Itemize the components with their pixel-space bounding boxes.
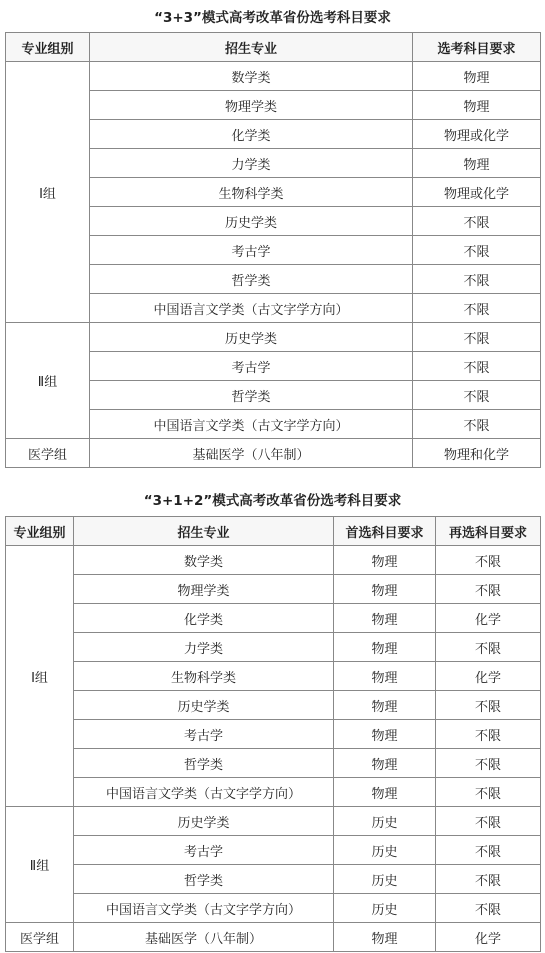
requirement-cell: 物理	[334, 546, 436, 575]
major-cell: 哲学类	[74, 749, 334, 778]
column-header: 专业组别	[6, 517, 74, 546]
requirement-cell: 不限	[413, 410, 541, 439]
table-row	[6, 778, 541, 807]
major-cell: 化学类	[90, 120, 413, 149]
table2-caption: “3+1+2”模式高考改革省份选考科目要求	[143, 493, 402, 509]
requirement-cell: 不限	[413, 294, 541, 323]
column-header: 选考科目要求	[413, 33, 541, 62]
major-cell: 中国语言文学类（古文字学方向）	[74, 778, 334, 807]
requirement-cell: 不限	[413, 207, 541, 236]
requirement-cell: 不限	[413, 265, 541, 294]
major-cell: 物理学类	[90, 91, 413, 120]
group-cell: Ⅰ组	[6, 546, 74, 807]
table2-body	[6, 546, 541, 952]
table2-header-row	[6, 517, 541, 546]
requirement-cell: 不限	[413, 323, 541, 352]
table-row	[6, 807, 541, 836]
major-cell: 数学类	[74, 546, 334, 575]
group-cell: Ⅱ组	[6, 323, 90, 439]
requirement-cell: 物理	[334, 691, 436, 720]
major-cell: 历史学类	[90, 207, 413, 236]
major-cell: 基础医学（八年制）	[90, 439, 413, 468]
group-cell: 医学组	[6, 439, 90, 468]
major-cell: 中国语言文学类（古文字学方向）	[74, 894, 334, 923]
major-cell: 生物科学类	[90, 178, 413, 207]
requirement-cell: 物理	[334, 575, 436, 604]
requirement-cell: 历史	[334, 807, 436, 836]
table1-header-row	[6, 33, 541, 62]
requirement-cell: 不限	[436, 575, 541, 604]
major-cell: 中国语言文学类（古文字学方向）	[90, 410, 413, 439]
requirement-cell: 不限	[436, 691, 541, 720]
requirement-cell: 不限	[436, 865, 541, 894]
column-header: 首选科目要求	[334, 517, 436, 546]
requirement-cell: 化学	[436, 662, 541, 691]
major-cell: 物理学类	[74, 575, 334, 604]
major-cell: 生物科学类	[74, 662, 334, 691]
table-row	[6, 720, 541, 749]
table1-body	[6, 62, 541, 468]
table-row	[6, 575, 541, 604]
requirement-cell: 物理	[334, 923, 436, 952]
requirement-cell: 物理	[413, 91, 541, 120]
table-3-3-mode	[5, 32, 541, 468]
requirement-cell: 化学	[436, 604, 541, 633]
table-row	[6, 604, 541, 633]
table-row	[6, 865, 541, 894]
requirement-cell: 化学	[436, 923, 541, 952]
requirement-cell: 物理或化学	[413, 120, 541, 149]
requirement-cell: 历史	[334, 836, 436, 865]
requirement-cell: 物理或化学	[413, 178, 541, 207]
major-cell: 历史学类	[74, 691, 334, 720]
column-header: 招生专业	[90, 33, 413, 62]
table-row	[6, 894, 541, 923]
table-row	[6, 439, 541, 468]
group-cell: Ⅱ组	[6, 807, 74, 923]
group-cell: 医学组	[6, 923, 74, 952]
table1-caption: “3+3”模式高考改革省份选考科目要求	[154, 10, 391, 26]
requirement-cell: 物理	[334, 633, 436, 662]
requirement-cell: 物理	[334, 720, 436, 749]
requirement-cell: 不限	[436, 807, 541, 836]
table-row	[6, 749, 541, 778]
major-cell: 力学类	[90, 149, 413, 178]
table-row	[6, 323, 541, 352]
requirement-cell: 不限	[436, 720, 541, 749]
requirement-cell: 物理	[334, 749, 436, 778]
requirement-cell: 物理和化学	[413, 439, 541, 468]
major-cell: 考古学	[74, 836, 334, 865]
major-cell: 考古学	[90, 352, 413, 381]
major-cell: 中国语言文学类（古文字学方向）	[90, 294, 413, 323]
requirement-cell: 物理	[413, 149, 541, 178]
major-cell: 考古学	[90, 236, 413, 265]
table-row	[6, 633, 541, 662]
requirement-cell: 不限	[413, 352, 541, 381]
column-header: 专业组别	[6, 33, 90, 62]
requirement-cell: 不限	[413, 381, 541, 410]
major-cell: 基础医学（八年制）	[74, 923, 334, 952]
major-cell: 化学类	[74, 604, 334, 633]
requirement-cell: 不限	[436, 894, 541, 923]
group-cell: Ⅰ组	[6, 62, 90, 323]
table-row	[6, 836, 541, 865]
major-cell: 历史学类	[90, 323, 413, 352]
table-row	[6, 662, 541, 691]
requirement-cell: 不限	[436, 633, 541, 662]
requirement-cell: 历史	[334, 865, 436, 894]
major-cell: 哲学类	[90, 265, 413, 294]
requirement-cell: 不限	[436, 778, 541, 807]
major-cell: 力学类	[74, 633, 334, 662]
requirement-cell: 物理	[334, 778, 436, 807]
column-header: 招生专业	[74, 517, 334, 546]
requirement-cell: 不限	[436, 749, 541, 778]
major-cell: 数学类	[90, 62, 413, 91]
requirement-cell: 不限	[413, 236, 541, 265]
major-cell: 哲学类	[74, 865, 334, 894]
major-cell: 历史学类	[74, 807, 334, 836]
table-row	[6, 62, 541, 91]
major-cell: 哲学类	[90, 381, 413, 410]
requirement-cell: 不限	[436, 836, 541, 865]
table-3-1-2-mode	[5, 516, 541, 952]
requirement-cell: 物理	[413, 62, 541, 91]
table-row	[6, 691, 541, 720]
major-cell: 考古学	[74, 720, 334, 749]
requirement-cell: 物理	[334, 662, 436, 691]
column-header: 再选科目要求	[436, 517, 541, 546]
table-row	[6, 923, 541, 952]
table-row	[6, 546, 541, 575]
requirement-cell: 不限	[436, 546, 541, 575]
requirement-cell: 物理	[334, 604, 436, 633]
requirement-cell: 历史	[334, 894, 436, 923]
